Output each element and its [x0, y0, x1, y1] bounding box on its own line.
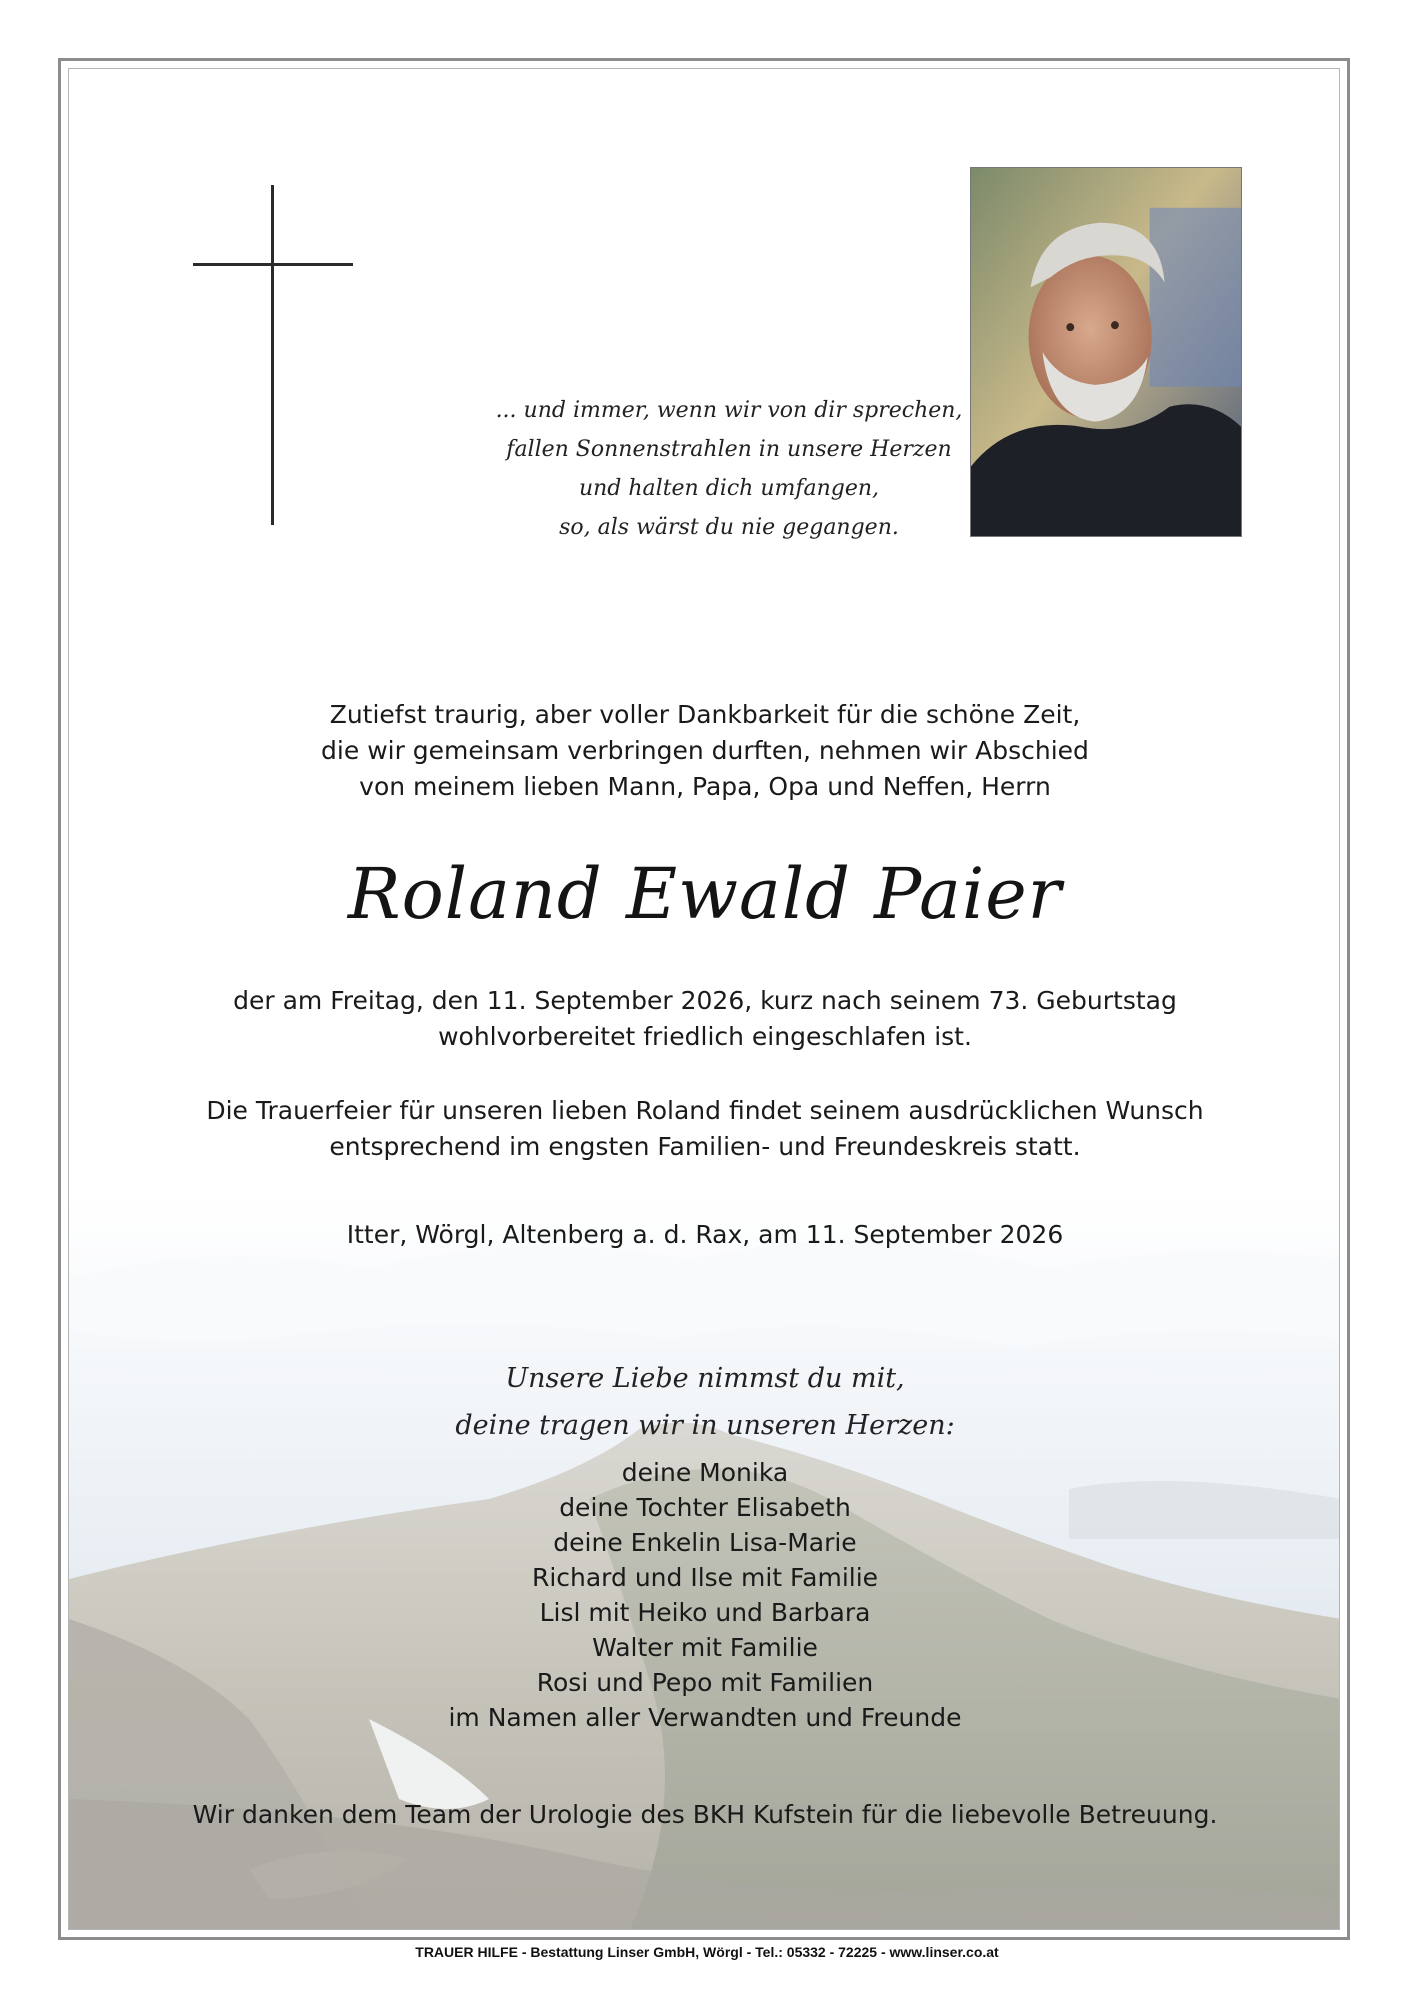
mourner: deine Tochter Elisabeth [559, 1493, 851, 1522]
place-date-text: Itter, Wörgl, Altenberg a. d. Rax, am 11. September 2026 [346, 1220, 1064, 1249]
deceased-name: Roland Ewald Paier [347, 853, 1063, 935]
poem-line: fallen Sonnenstrahlen in unsere Herzen [506, 437, 952, 462]
poem [329, 391, 1129, 547]
death-notice-line: der am Freitag, den 11. September 2026, kurz nach seinem 73. Geburtstag [233, 986, 1177, 1015]
mourner: deine Enkelin Lisa-Marie [553, 1528, 857, 1557]
mourners-list [69, 1455, 1340, 1735]
closing-line-2: deine tragen wir in unseren Herzen: [455, 1410, 955, 1441]
poem-line: ... und immer, wenn wir von dir sprechen, [495, 398, 963, 423]
footer-imprint: TRAUER HILFE - Bestattung Linser GmbH, Wörgl - Tel.: 05332 - 72225 - www.linser.co.at [415, 1944, 999, 1960]
ceremony-line: entsprechend im engsten Familien- und Freundeskreis statt. [329, 1132, 1081, 1161]
mourner: deine Monika [621, 1458, 789, 1487]
intro-line: Zutiefst traurig, aber voller Dankbarkeit für die schöne Zeit, [329, 700, 1081, 729]
intro-line: von meinem lieben Mann, Papa, Opa und Neffen, Herrn [359, 772, 1051, 801]
poem-line: und halten dich umfangen, [578, 476, 880, 501]
obituary-card [68, 68, 1340, 1930]
mourner: Rosi und Pepo mit Familien [536, 1668, 874, 1697]
death-notice [69, 983, 1340, 1055]
place-date [69, 1217, 1340, 1253]
mourner: Walter mit Familie [592, 1633, 818, 1662]
mourner: Lisl mit Heiko und Barbara [539, 1598, 871, 1627]
ceremony-notice [69, 1093, 1340, 1165]
closing-line-1: Unsere Liebe nimmst du mit, [505, 1363, 905, 1394]
ceremony-line: Die Trauerfeier für unseren lieben Roland findet seinem ausdrücklichen Wunsch [206, 1096, 1204, 1125]
intro-line: die wir gemeinsam verbringen durften, nehmen wir Abschied [321, 736, 1089, 765]
intro-text [69, 697, 1340, 805]
mourner: Richard und Ilse mit Familie [531, 1563, 879, 1592]
poem-line: so, als wärst du nie gegangen. [559, 515, 899, 540]
death-notice-line: wohlvorbereitet friedlich eingeschlafen ist. [438, 1022, 972, 1051]
thanks-note: Wir danken dem Team der Urologie des BKH Kufstein für die liebevolle Betreuung. [192, 1800, 1218, 1829]
mourner: im Namen aller Verwandten und Freunde [448, 1703, 962, 1732]
